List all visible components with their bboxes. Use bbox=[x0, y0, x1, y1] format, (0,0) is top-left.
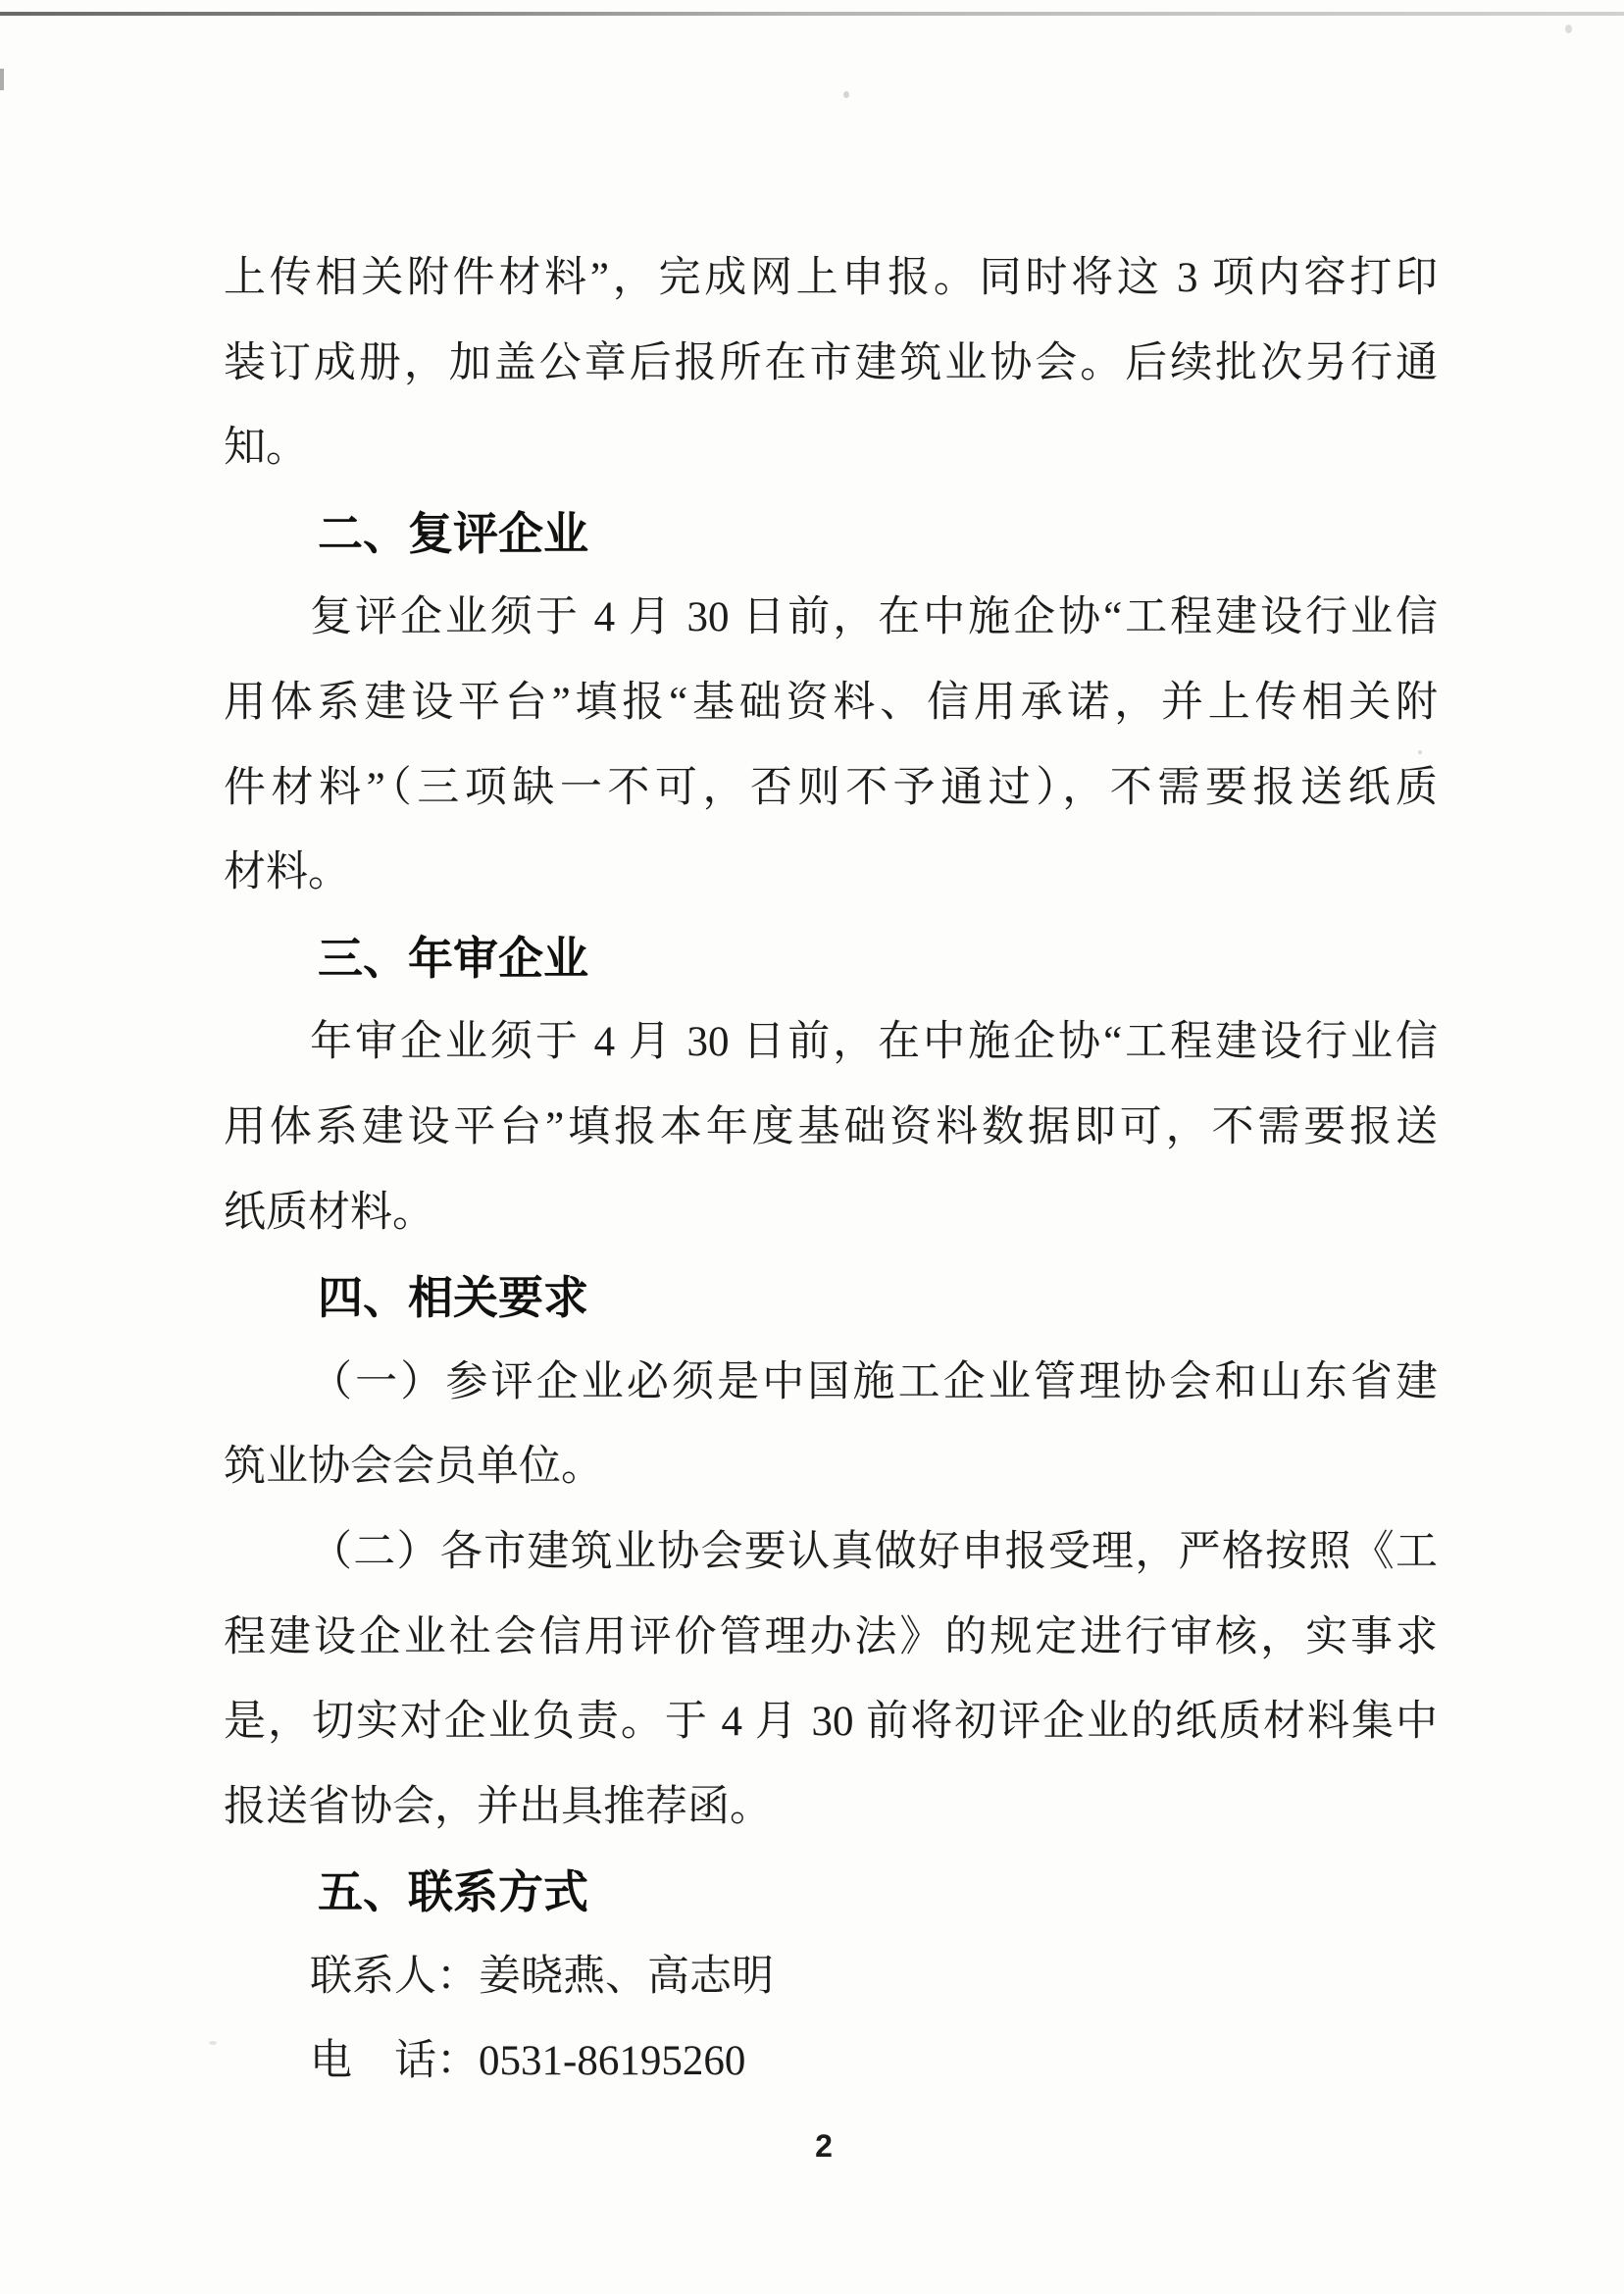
scan-speck bbox=[843, 91, 849, 98]
doc-line: 复评企业须于 4 月 30 日前，在中施企协“工程建设行业信 bbox=[310, 594, 1438, 641]
doc-line: 件材料”（三项缺一不可，否则不予通过），不需要报送纸质 bbox=[224, 764, 1438, 811]
doc-line: 程建设企业社会信用评价管理办法》的规定进行审核，实事求 bbox=[224, 1613, 1438, 1660]
scan-speck bbox=[209, 2041, 217, 2045]
doc-line: 材料。 bbox=[224, 849, 350, 896]
doc-line: 是，切实对企业负责。于 4 月 30 前将初评企业的纸质材料集中 bbox=[224, 1699, 1438, 1746]
doc-line: 筑业协会会员单位。 bbox=[224, 1444, 603, 1491]
scan-artifact bbox=[0, 69, 4, 90]
doc-line: （二）各市建筑业协会要认真做好申报受理，严格按照《工 bbox=[310, 1528, 1438, 1575]
section-heading-review: 二、复评企业 bbox=[318, 507, 588, 559]
section-heading-annual: 三、年审企业 bbox=[318, 932, 588, 984]
doc-line: 用体系建设平台”填报本年度基础资料数据即可，不需要报送 bbox=[224, 1103, 1438, 1150]
doc-line: 知。 bbox=[224, 425, 308, 472]
contact-phone-line: 电 话：0531-86195260 bbox=[310, 2038, 746, 2085]
section-heading-contact: 五、联系方式 bbox=[318, 1866, 588, 1918]
contact-person-line: 联系人：姜晓燕、高志明 bbox=[310, 1953, 774, 2000]
doc-line: 纸质材料。 bbox=[224, 1189, 434, 1236]
doc-line: 上传相关附件材料”，完成网上申报。同时将这 3 项内容打印 bbox=[224, 255, 1438, 301]
doc-line: （一）参评企业必须是中国施工企业管理协会和山东省建 bbox=[310, 1358, 1438, 1405]
scan-speck bbox=[1565, 25, 1572, 33]
page-number: 2 bbox=[815, 2128, 833, 2164]
scan-edge-line bbox=[0, 12, 1624, 16]
doc-line: 年审企业须于 4 月 30 日前，在中施企协“工程建设行业信 bbox=[310, 1019, 1438, 1066]
section-heading-requirements: 四、相关要求 bbox=[318, 1272, 588, 1324]
doc-line: 装订成册，加盖公章后报所在市建筑业协会。后续批次另行通 bbox=[224, 339, 1438, 386]
doc-line: 报送省协会，并出具推荐函。 bbox=[224, 1783, 772, 1830]
document-body bbox=[224, 236, 1438, 2105]
doc-line: 用体系建设平台”填报“基础资料、信用承诺，并上传相关附 bbox=[224, 679, 1438, 726]
